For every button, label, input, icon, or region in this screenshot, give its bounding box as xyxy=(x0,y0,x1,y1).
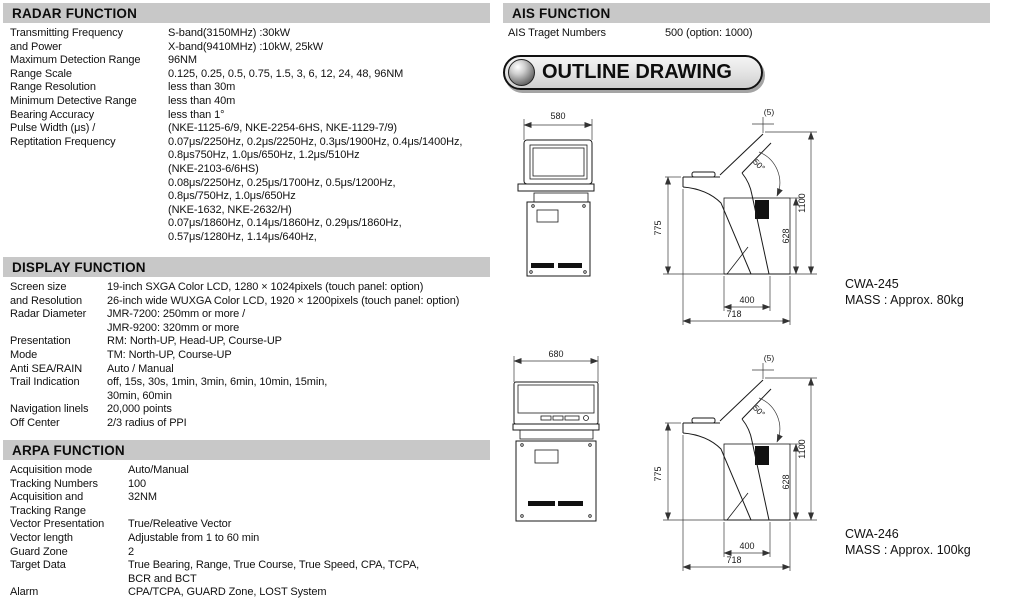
spec-row xyxy=(10,349,490,363)
spec-value: S-band(3150MHz) :30kW xyxy=(168,27,291,39)
spec-label xyxy=(10,177,168,191)
spec-label xyxy=(10,231,168,245)
dim-overall-depth: 718 xyxy=(726,309,742,319)
spec-value xyxy=(128,505,490,519)
spec-row xyxy=(10,27,490,41)
model-label-cwa245 xyxy=(845,276,964,308)
spec-row xyxy=(10,390,490,404)
section-header-radar xyxy=(3,3,490,23)
spec-label xyxy=(10,190,168,204)
spec-value: 0.8μs/750Hz, 1.0μs/650Hz xyxy=(168,190,296,203)
spec-row xyxy=(10,322,490,336)
spec-label: Transmitting Frequency xyxy=(10,27,123,39)
spec-row xyxy=(10,41,490,55)
spec-row xyxy=(10,217,490,231)
spec-value: 20,000 points xyxy=(107,403,172,416)
spec-value: 2 xyxy=(128,545,135,558)
spec-row xyxy=(10,518,490,532)
spec-row xyxy=(10,177,490,191)
spec-row xyxy=(10,149,490,163)
spec-row xyxy=(10,363,490,377)
spec-label xyxy=(10,217,168,231)
spec-label: Pulse Width (μs) / xyxy=(10,122,96,135)
spec-label: Trail Indication xyxy=(10,376,80,389)
model-mass: MASS : Approx. 80kg xyxy=(845,293,964,307)
spec-value: (NKE-1125-6/9, NKE-2254-6HS, NKE-1129-7/9) xyxy=(168,122,397,135)
spec-label: and Resolution xyxy=(10,294,82,307)
dim-base-depth: 400 xyxy=(739,295,755,305)
section-title: AIS FUNCTION xyxy=(512,5,611,21)
dim-total-height: 1100 xyxy=(797,193,807,213)
spec-row xyxy=(10,403,490,417)
spec-label: Vector Presentation xyxy=(10,518,105,531)
spec-row xyxy=(10,505,490,519)
section-title: RADAR FUNCTION xyxy=(12,5,138,21)
spec-label: Screen size xyxy=(10,281,67,293)
spec-label: Range Resolution xyxy=(10,81,96,94)
outline-drawing-title: OUTLINE DRAWING xyxy=(542,61,732,83)
spec-row xyxy=(10,335,490,349)
cwa-246-outline-drawing xyxy=(505,349,835,584)
spec-label: Tracking Range xyxy=(10,504,86,517)
spec-value: less than 40m xyxy=(168,94,236,107)
spec-row xyxy=(10,122,490,136)
spec-value: Auto/Manual xyxy=(128,464,189,476)
dim-tilt-angle: 50° xyxy=(751,156,768,173)
outline-drawing-badge xyxy=(503,55,763,90)
spec-value: (NKE-2103-6/6HS) xyxy=(168,162,259,175)
cwa-245-outline-drawing xyxy=(505,103,835,343)
radar-function-section xyxy=(3,3,490,245)
spec-label: Off Center xyxy=(10,416,60,429)
dim-console-height: 775 xyxy=(653,220,663,236)
spec-value: JMR-7200: 250mm or more / xyxy=(107,308,246,321)
spec-value: 0.07μs/2250Hz, 0.2μs/2250Hz, 0.3μs/1900Hz, 0.4μs/1400Hz, xyxy=(168,135,463,148)
spec-value: 30min, 60min xyxy=(107,389,172,402)
spec-value: X-band(9410MHz) :10kW, 25kW xyxy=(168,40,324,53)
spec-row xyxy=(10,491,490,505)
spec-row xyxy=(10,231,490,245)
dim-base-depth: 400 xyxy=(739,541,755,551)
dim-front-width: 680 xyxy=(548,349,564,359)
model-label-cwa246 xyxy=(845,526,971,558)
arpa-spec-rows xyxy=(3,460,490,600)
spec-row xyxy=(10,190,490,204)
spec-value: 2/3 radius of PPI xyxy=(107,416,187,429)
spec-row xyxy=(10,295,490,309)
spec-row xyxy=(10,204,490,218)
spec-value: 0.08μs/2250Hz, 0.25μs/1700Hz, 0.5μs/1200Hz, xyxy=(168,176,396,189)
spec-label: Acquisition and xyxy=(10,491,84,504)
spec-row xyxy=(10,68,490,82)
spec-value: 0.8μs750Hz, 1.0μs/650Hz, 1.2μs/510Hz xyxy=(168,149,360,162)
spec-row xyxy=(10,81,490,95)
spec-label: Alarm xyxy=(10,586,39,599)
spec-value: 32NM xyxy=(128,491,157,504)
spec-label: Reptitation Frequency xyxy=(10,135,116,148)
spec-label xyxy=(10,149,168,163)
spec-value: RM: North-UP, Head-UP, Course-UP xyxy=(107,335,282,348)
model-name: CWA-246 xyxy=(845,527,899,541)
spec-row xyxy=(10,376,490,390)
spec-label: Navigation linels xyxy=(10,403,89,416)
spec-value: True/Releative Vector xyxy=(128,518,232,531)
section-header-display xyxy=(3,257,490,277)
spec-value: 0.57μs/1280Hz, 1.14μs/640Hz, xyxy=(168,230,317,243)
spec-row xyxy=(10,586,490,600)
model-name: CWA-245 xyxy=(845,277,899,291)
dim-total-height: 1100 xyxy=(797,439,807,459)
spec-label: Mode xyxy=(10,348,38,361)
dim-console-height: 775 xyxy=(653,466,663,482)
section-title: ARPA FUNCTION xyxy=(12,442,125,458)
spec-label: Presentation xyxy=(10,335,71,348)
radar-spec-rows xyxy=(3,23,490,245)
ais-spec-rows xyxy=(503,23,990,41)
spec-row xyxy=(10,417,490,431)
dim-overall-depth: 718 xyxy=(726,555,742,565)
spec-value: CPA/TCPA, GUARD Zone, LOST System xyxy=(128,586,327,599)
front-view xyxy=(513,349,599,521)
display-function-section xyxy=(3,257,490,431)
spec-value: 19-inch SXGA Color LCD, 1280 × 1024pixels (touch panel: option) xyxy=(107,281,424,293)
spec-row xyxy=(508,27,990,41)
front-view xyxy=(518,111,594,276)
spec-value: True Bearing, Range, True Course, True Speed, CPA, TCPA, xyxy=(128,559,420,572)
spec-label xyxy=(10,163,168,177)
spec-row xyxy=(10,281,490,295)
spec-row xyxy=(10,573,490,587)
dim-top-clearance: (5) xyxy=(763,107,775,117)
display-spec-rows xyxy=(3,277,490,431)
spec-value: Auto / Manual xyxy=(107,362,174,375)
spec-label: Radar Diameter xyxy=(10,308,87,321)
spec-label xyxy=(10,204,168,218)
spec-value: (NKE-1632, NKE-2632/H) xyxy=(168,203,292,216)
spec-row xyxy=(10,532,490,546)
spec-row xyxy=(10,308,490,322)
dim-tilt-angle: 50° xyxy=(751,402,768,419)
side-view xyxy=(653,353,817,571)
spec-value: BCR and BCT xyxy=(128,572,197,585)
side-view xyxy=(653,107,817,325)
spec-value: Adjustable from 1 to 60 min xyxy=(128,531,260,544)
spec-label: and Power xyxy=(10,40,62,53)
spec-value: 26-inch wide WUXGA Color LCD, 1920 × 1200pixels (touch panel: option) xyxy=(107,294,460,307)
spec-row xyxy=(10,95,490,109)
spec-label: Guard Zone xyxy=(10,545,68,558)
dim-top-clearance: (5) xyxy=(763,353,775,363)
spec-row xyxy=(10,478,490,492)
ais-function-section xyxy=(503,3,990,41)
spec-label xyxy=(10,390,107,404)
spec-row xyxy=(10,559,490,573)
spec-row xyxy=(10,54,490,68)
section-header-ais xyxy=(503,3,990,23)
spec-value: 0.125, 0.25, 0.5, 0.75, 1.5, 3, 6, 12, 24, 48, 96NM xyxy=(168,67,404,80)
spec-value: JMR-9200: 320mm or more xyxy=(107,321,240,334)
spec-row xyxy=(10,109,490,123)
spec-label: Target Data xyxy=(10,559,66,572)
arpa-function-section xyxy=(3,440,490,600)
model-mass: MASS : Approx. 100kg xyxy=(845,543,971,557)
spec-label: AIS Traget Numbers xyxy=(508,27,606,39)
spec-value: off, 15s, 30s, 1min, 3min, 6min, 10min, 15min, xyxy=(107,376,328,389)
dim-rear-height: 628 xyxy=(781,228,791,244)
spec-value: less than 1° xyxy=(168,108,225,121)
dim-rear-height: 628 xyxy=(781,474,791,490)
spec-label: Vector length xyxy=(10,531,73,544)
dim-front-width: 580 xyxy=(550,111,566,121)
spec-label: Minimum Detective Range xyxy=(10,94,137,107)
section-title: DISPLAY FUNCTION xyxy=(12,259,146,275)
spec-row xyxy=(10,464,490,478)
spec-label xyxy=(10,322,107,336)
spec-row xyxy=(10,163,490,177)
spec-label: Bearing Accuracy xyxy=(10,108,94,121)
spec-row xyxy=(10,546,490,560)
spec-value: 100 xyxy=(128,477,147,490)
spec-label: Range Scale xyxy=(10,67,72,80)
spec-value: TM: North-UP, Course-UP xyxy=(107,348,232,361)
spec-label: Acquisition mode xyxy=(10,464,93,476)
spec-label: Tracking Numbers xyxy=(10,477,98,490)
sphere-icon xyxy=(508,59,535,86)
spec-value: 0.07μs/1860Hz, 0.14μs/1860Hz, 0.29μs/1860Hz, xyxy=(168,217,402,230)
spec-label: Maximum Detection Range xyxy=(10,54,141,67)
spec-row xyxy=(10,136,490,150)
section-header-arpa xyxy=(3,440,490,460)
spec-label: Anti SEA/RAIN xyxy=(10,362,83,375)
spec-value: 500 (option: 1000) xyxy=(665,27,753,39)
spec-value: less than 30m xyxy=(168,81,236,94)
spec-value: 96NM xyxy=(168,54,197,67)
spec-label xyxy=(10,573,128,587)
